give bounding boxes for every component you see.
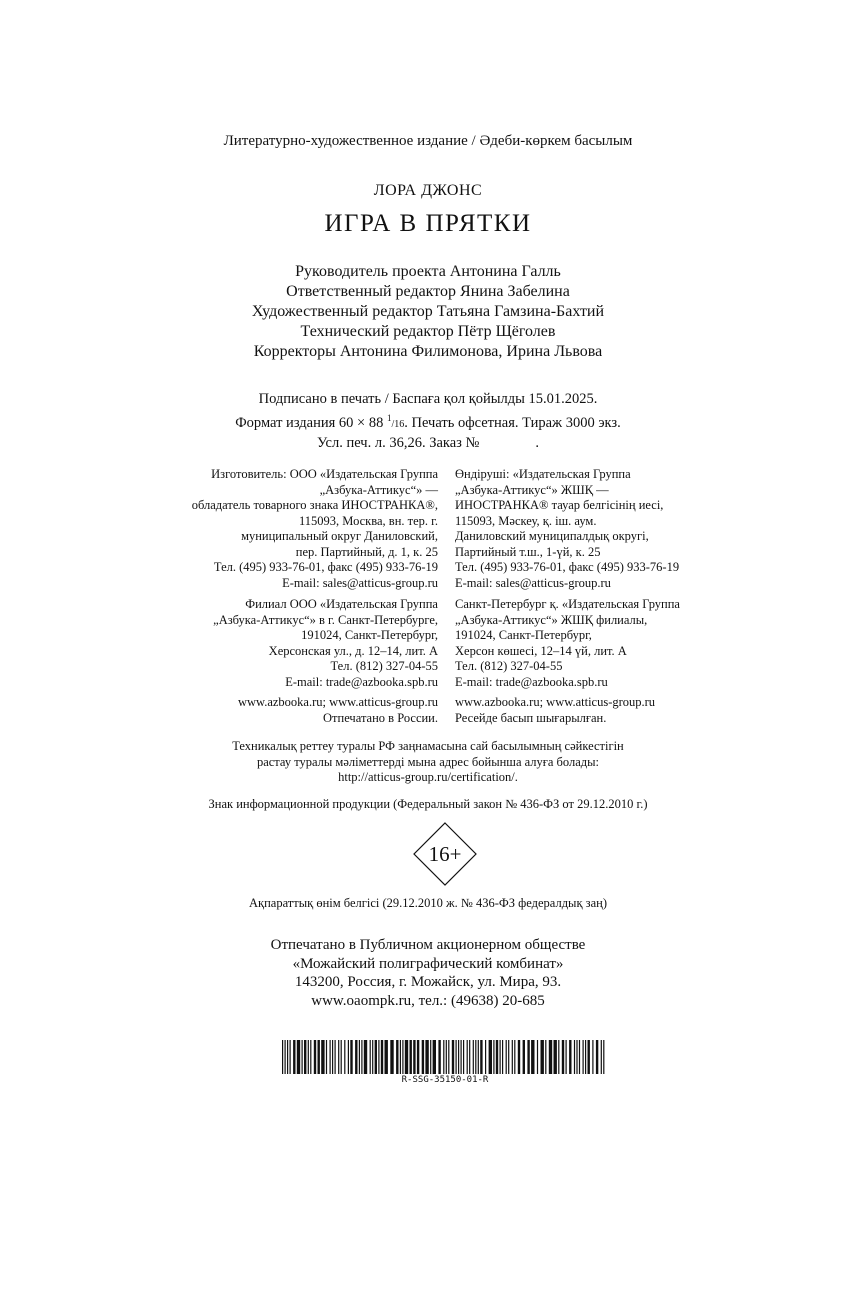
credits-block — [0, 262, 856, 362]
barcode-bar — [378, 1040, 379, 1074]
barcode-bar — [285, 1040, 286, 1074]
imprint-block — [0, 390, 856, 452]
printer-line: Отпечатано в Публичном акционерном обществе — [270, 937, 586, 953]
printer-contacts: www.oaompk.ru, тел.: (49638) 20-685 — [311, 992, 545, 1009]
certification-block — [0, 739, 856, 786]
barcode-bar — [502, 1040, 503, 1074]
series-line: Литературно-художественное издание / Әдеби-көркем басылым — [223, 133, 633, 149]
barcode-bar — [422, 1040, 424, 1074]
barcode-bar — [475, 1040, 476, 1074]
barcode-bar — [417, 1040, 419, 1074]
branch-ru — [213, 597, 438, 690]
manufacturer-kz-line: 115093, Мәскеу, қ. іш. аум. — [455, 513, 597, 528]
barcode-bar — [290, 1040, 291, 1074]
barcode-bar — [405, 1040, 408, 1074]
barcode-bar — [467, 1040, 468, 1074]
barcode-bar — [364, 1040, 367, 1074]
barcode-bar — [473, 1040, 474, 1074]
barcode-bar — [527, 1040, 529, 1074]
barcode-bar — [480, 1040, 482, 1074]
branch-ru-line: Филиал ООО «Издательская Группа — [245, 597, 438, 611]
barcode-bar — [569, 1040, 571, 1074]
barcode-bar — [585, 1040, 586, 1074]
format-sup: 1 — [386, 412, 392, 423]
credit-project-lead: Руководитель проекта Антонина Галль — [295, 263, 561, 280]
imprint-sheets — [0, 434, 856, 453]
manufacturer-kz-line: „Азбука-Аттикус“» ЖШҚ — — [455, 482, 609, 497]
manufacturer-kz-line: Даниловский муниципалдық округі, — [455, 529, 649, 543]
barcode-bar — [413, 1040, 415, 1074]
branch-kz-line: 191024, Санкт-Петербург, — [455, 628, 592, 642]
barcode-bar — [518, 1040, 520, 1074]
web-kz — [455, 695, 655, 726]
barcode-bar — [489, 1040, 492, 1074]
manufacturer-ru-line: 115093, Москва, вн. тер. г. — [298, 513, 438, 528]
manufacturer-ru — [192, 467, 438, 591]
barcode-bar — [314, 1040, 316, 1074]
printer-block — [0, 936, 856, 1010]
barcode-bar — [452, 1040, 454, 1074]
barcode-bar — [302, 1040, 303, 1074]
format-sub: /16 — [391, 418, 405, 430]
barcode-bar — [344, 1040, 345, 1074]
barcode-bar — [385, 1040, 388, 1074]
imprint-signed: Подписано в печать / Баспаға қол қойылды 15.01.2025. — [258, 391, 598, 407]
barcode-bar — [576, 1040, 577, 1074]
barcode-bar — [335, 1040, 336, 1074]
manufacturer-ru-email: E-mail: sales@atticus-group.ru — [282, 575, 438, 590]
branch-kz-line: Херсон көшесі, 12–14 үй, лит. А — [455, 643, 627, 658]
barcode-bar — [338, 1040, 339, 1074]
branch-kz-line: Тел. (812) 327-04-55 — [455, 659, 563, 673]
branch-kz-line: Санкт-Петербург қ. «Издательская Группа — [455, 597, 680, 611]
barcode-bar — [282, 1040, 283, 1074]
book-title: ИГРА В ПРЯТКИ — [324, 210, 532, 237]
barcode-bar — [469, 1040, 470, 1074]
branch-ru-line: Тел. (812) 327-04-55 — [330, 659, 438, 673]
barcode-bar — [458, 1040, 459, 1074]
barcode-bar — [430, 1040, 431, 1074]
barcode-bar — [545, 1040, 546, 1074]
barcode-bar — [485, 1040, 486, 1074]
barcode-code: R-SSG-35150-01-R — [401, 1075, 489, 1085]
barcode-bar — [508, 1040, 509, 1074]
barcode-bar — [443, 1040, 444, 1074]
branch-ru-line: 191024, Санкт-Петербург, — [301, 628, 438, 642]
author-name: ЛОРА ДЖОНС — [373, 182, 483, 199]
credit-tech-editor: Технический редактор Пётр Щёголев — [300, 323, 556, 340]
barcode-bar — [372, 1040, 373, 1074]
printer-name: «Можайский полиграфический комбинат» — [292, 955, 564, 972]
web-ru — [238, 695, 438, 726]
barcode-bar — [493, 1040, 494, 1074]
barcode-bar — [425, 1040, 428, 1074]
branch-ru-email: E-mail: trade@azbooka.spb.ru — [285, 674, 438, 689]
barcode-bar — [514, 1040, 515, 1074]
barcode-bar — [310, 1040, 311, 1074]
printed-in-russia: Отпечатано в России. — [323, 710, 438, 725]
barcode-bar — [446, 1040, 447, 1074]
manufacturer-kz-line: Тел. (495) 933-76-01, факс (495) 933-76-19 — [455, 560, 680, 574]
manufacturer-ru-line: муниципальный округ Даниловский, — [241, 529, 438, 543]
credit-art-editor: Художественный редактор Татьяна Гамзина-Бахтий — [251, 303, 605, 320]
barcode-bar — [410, 1040, 412, 1074]
manufacturer-ru-line: Изготовитель: ООО «Издательская Группа — [211, 467, 438, 481]
barcode-bar — [512, 1040, 513, 1074]
barcode-bar — [579, 1040, 580, 1074]
barcode-bar — [355, 1040, 357, 1074]
imprint-format — [0, 409, 856, 434]
barcode-bar — [574, 1040, 575, 1074]
web-ru-sites: www.azbooka.ru; www.atticus-group.ru — [237, 695, 438, 709]
barcode-bar — [537, 1040, 538, 1074]
barcode-bar — [396, 1040, 398, 1074]
barcode-bar — [596, 1040, 598, 1074]
printer-address: 143200, Россия, г. Можайск, ул. Мира, 93. — [294, 974, 562, 990]
barcode-bar — [361, 1040, 362, 1074]
branch-kz-email: E-mail: trade@azbooka.spb.ru — [455, 674, 608, 689]
barcode-bar — [433, 1040, 436, 1074]
barcode-bar — [375, 1040, 377, 1074]
sheets-end: . — [535, 434, 539, 451]
manufacturer-kz-email: E-mail: sales@atticus-group.ru — [455, 575, 611, 590]
barcode-bar — [326, 1040, 327, 1074]
printed-in-russia-kz: Ресейде басып шығарылған. — [455, 710, 607, 725]
barcode-bar — [500, 1040, 501, 1074]
barcode-bar — [566, 1040, 567, 1074]
branch-kz-line: „Азбука-Аттикус“» ЖШҚ филиалы, — [455, 612, 648, 627]
manufacturer-kz — [455, 467, 679, 591]
age-rating-text: 16+ — [428, 842, 462, 866]
manufacturer-ru-line: пер. Партийный, д. 1, к. 25 — [295, 544, 438, 559]
certification-url: http://atticus-group.ru/certification/. — [338, 770, 518, 784]
barcode-bar — [588, 1040, 590, 1074]
barcode-bar — [562, 1040, 564, 1074]
barcode-bar — [461, 1040, 462, 1074]
barcode-bar — [321, 1040, 324, 1074]
barcode-bar — [370, 1040, 371, 1074]
manufacturer-kz-line: Өндіруші: «Издательская Группа — [455, 467, 631, 481]
barcode-bar — [456, 1040, 457, 1074]
barcode-bar — [359, 1040, 360, 1074]
manufacturer-kz-line: ИНОСТРАНКА® тауар белгісінің иесі, — [455, 498, 664, 512]
barcode-bar — [541, 1040, 544, 1074]
age-rating-badge — [413, 822, 477, 886]
branch-ru-line: „Азбука-Аттикус“» в г. Санкт-Петербурге, — [213, 612, 438, 627]
certification-line: растау туралы мәліметтерді мына адрес бойынша алуға болады: — [256, 754, 600, 769]
info-mark-kz: Ақпараттық өнім белгісі (29.12.2010 ж. № 436-ФЗ федералдық заң) — [249, 896, 607, 910]
branch-ru-line: Херсонская ул., д. 12–14, лит. А — [268, 643, 438, 658]
barcode-bar — [531, 1040, 534, 1074]
sheets-text: Усл. печ. л. 36,26. Заказ № — [317, 434, 480, 451]
barcode-bar — [304, 1040, 306, 1074]
barcode-bar — [506, 1040, 507, 1074]
barcode-bar — [603, 1040, 604, 1074]
barcode-bar — [293, 1040, 295, 1074]
barcode — [280, 1040, 610, 1074]
credit-proofreaders: Корректоры Антонина Филимонова, Ирина Львова — [253, 343, 603, 360]
barcode-bar — [463, 1040, 464, 1074]
barcode-bar — [341, 1040, 342, 1074]
barcode-bar — [400, 1040, 401, 1074]
branch-kz — [455, 597, 680, 690]
barcode-bar — [554, 1040, 557, 1074]
barcode-bar — [478, 1040, 479, 1074]
barcode-bar — [496, 1040, 498, 1074]
barcode-bar — [601, 1040, 602, 1074]
barcode-bar — [523, 1040, 525, 1074]
format-suffix: . Печать офсетная. Тираж 3000 экз. — [404, 414, 621, 431]
manufacturer-ru-line: обладатель товарного знака ИНОСТРАНКА®, — [191, 498, 438, 512]
web-kz-sites: www.azbooka.ru; www.atticus-group.ru — [455, 695, 656, 709]
barcode-bar — [332, 1040, 333, 1074]
barcode-bar — [287, 1040, 288, 1074]
barcode-bar — [390, 1040, 393, 1074]
barcode-bar — [348, 1040, 349, 1074]
barcode-bar — [330, 1040, 331, 1074]
barcode-bar — [592, 1040, 593, 1074]
barcode-bar — [318, 1040, 320, 1074]
barcode-bar — [549, 1040, 552, 1074]
barcode-bar — [350, 1040, 352, 1074]
barcode-bar — [448, 1040, 449, 1074]
barcode-bar — [583, 1040, 584, 1074]
barcode-bar — [308, 1040, 309, 1074]
barcode-bar — [558, 1040, 559, 1074]
manufacturer-ru-line: Тел. (495) 933-76-01, факс (495) 933-76-19 — [213, 560, 438, 574]
format-prefix: Формат издания 60 × 88 — [235, 414, 387, 431]
info-mark-ru: Знак информационной продукции (Федеральный закон № 436-ФЗ от 29.12.2010 г.) — [208, 797, 648, 811]
manufacturer-ru-line: „Азбука-Аттикус“» — — [319, 482, 438, 497]
credit-editor: Ответственный редактор Янина Забелина — [286, 283, 570, 300]
barcode-bar — [297, 1040, 300, 1074]
barcode-bar — [381, 1040, 383, 1074]
manufacturer-kz-line: Партийный т.ш., 1-үй, к. 25 — [455, 544, 601, 559]
barcode-bar — [438, 1040, 440, 1074]
barcode-bar — [402, 1040, 403, 1074]
certification-line: Техникалық реттеу туралы РФ заңнамасына сай басылымның сәйкестігін — [232, 739, 624, 753]
